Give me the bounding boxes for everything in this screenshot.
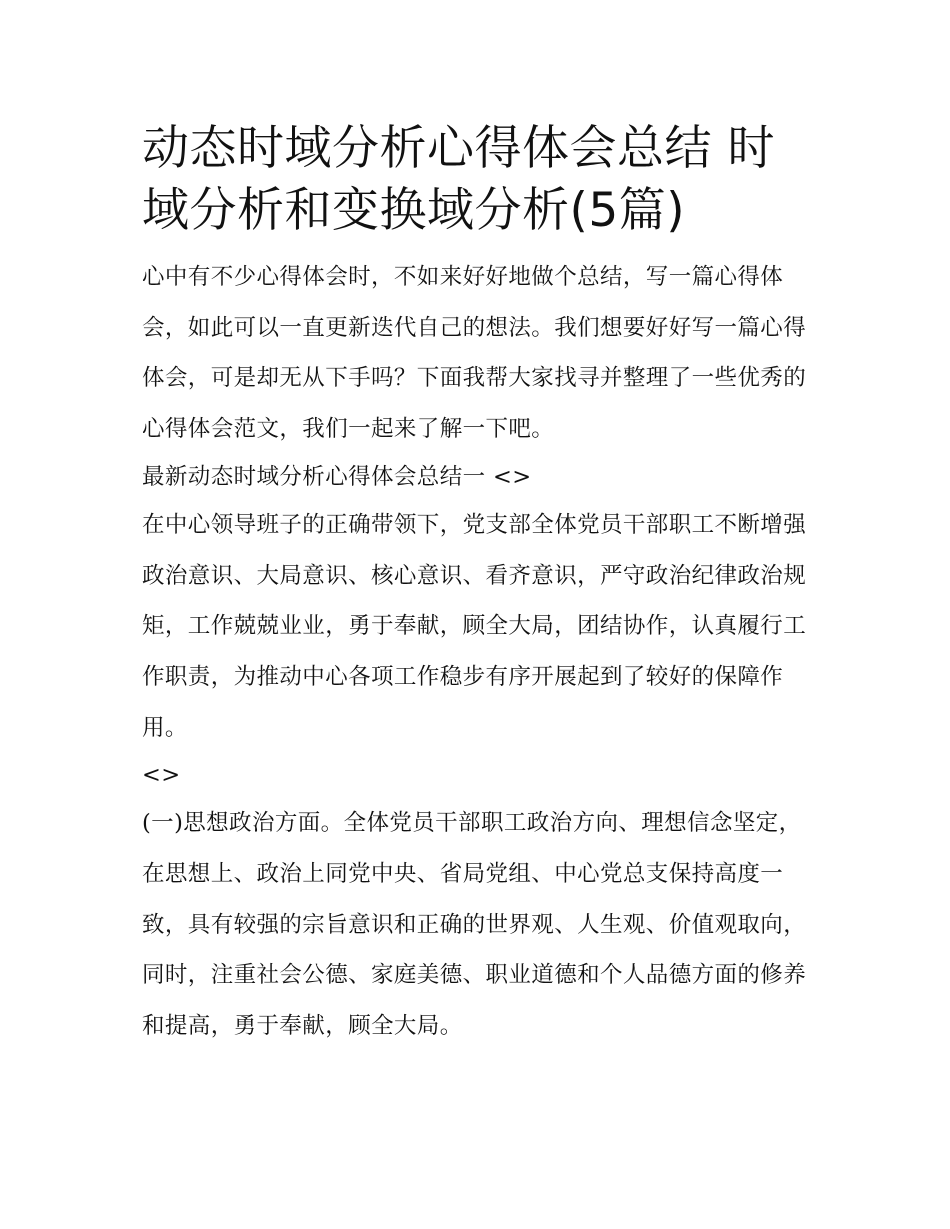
document-body — [142, 118, 814, 1052]
separator-text: <> — [142, 762, 181, 789]
body-paragraph-1: 在中心领导班子的正确带领下，党支部全体党员干部职工不断增强政治意识、大局意识、核心意识、看齐意识，严守政治纪律政治规矩，工作兢兢业业，勇于奉献，顾全大局，团结协作，认真履行工作职责，为推动中心各项工作稳步有序开展起到了较好的保障作用。 — [142, 511, 807, 741]
body-paragraph-2: (一)思想政治方面。全体党员干部职工政治方向、理想信念坚定，在思想上、政治上同党中央、省局党组、中心党总支保持高度一致，具有较强的宗旨意识和正确的世界观、人生观、价值观取向，同时，注重社会公德、家庭美德、职业道德和个人品德方面的修养和提高，勇于奉献，顾全大局。 — [142, 810, 807, 1040]
section-heading: 最新动态时域分析心得体会总结一 <> — [142, 463, 532, 490]
document-title: 动态时域分析心得体会总结 时域分析和变换域分析(5篇) — [142, 121, 775, 238]
intro-paragraph: 心中有不少心得体会时，不如来好好地做个总结，写一篇心得体会，如此可以一直更新迭代自己的想法。我们想要好好写一篇心得体会，可是却无从下手吗？下面我帮大家找寻并整理了一些优秀的心得体会范文，我们一起来了解一下吧。 — [142, 264, 807, 443]
